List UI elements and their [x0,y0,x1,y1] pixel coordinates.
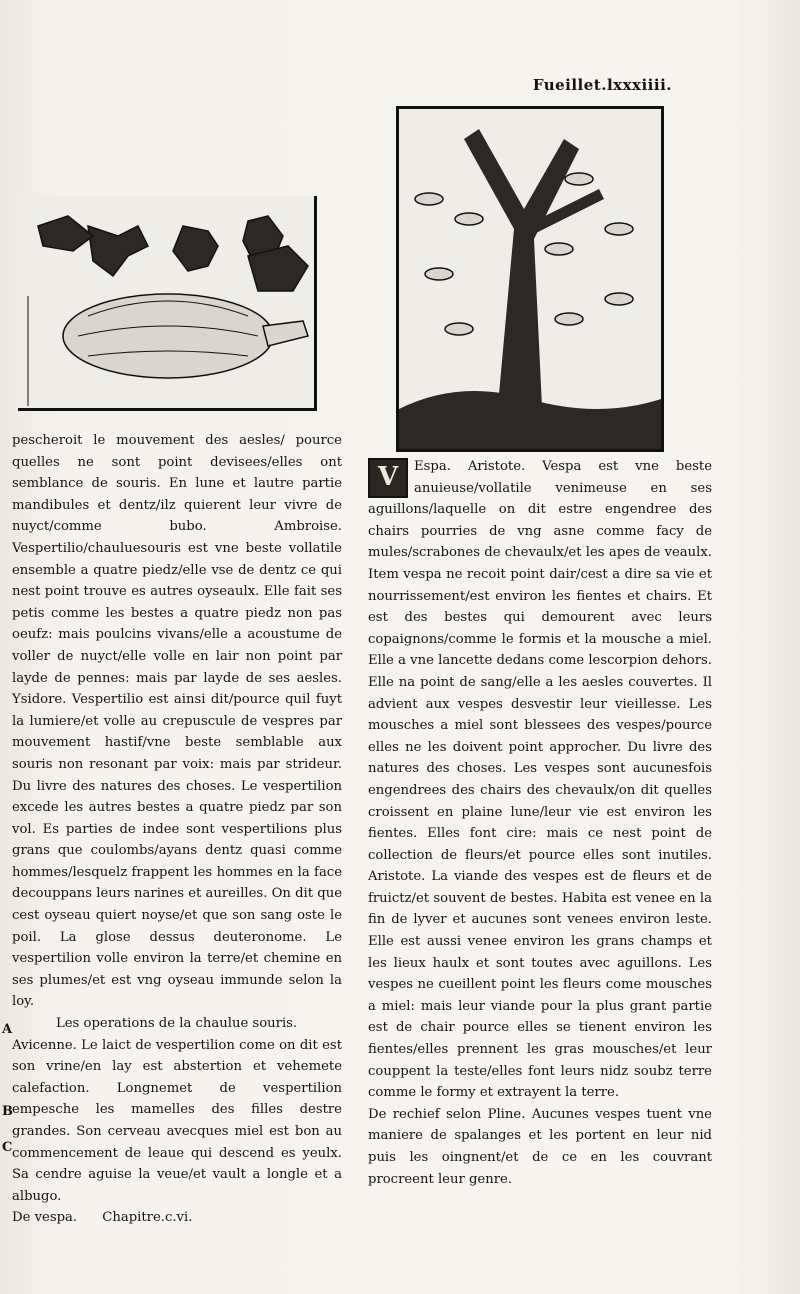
bats-woodcut-svg [18,196,314,408]
paragraph-avicenne: Avicenne. Le laict de vespertilion come on dit est son vrine/en lay est abstertion et vehemete calefaction. Longnemet de vespertilion empesche les mamelles des filles destre grandes. Son cerveau avecques miel est bon au commencement de leaue qui descend es yeulx. Sa cendre aguise la veue/et vault a longle et a albugo. [12,1037,342,1204]
wasps-woodcut-svg [399,109,661,449]
dropcap-letter: V [377,462,399,493]
margin-marker-b: B [2,1104,13,1119]
margin-marker-c: C [2,1140,13,1155]
folio-number: Fueillet.lxxxiiii. [532,76,672,94]
margin-marker-a: A [2,1022,13,1037]
woodcut-bats-illustration [18,196,317,411]
paragraph-pline: De rechief selon Pline. Aucunes vespes tuent vne maniere de spalanges et les portent en leur nid puis les oingnent/et de ce en les couvrant procreent leur genre. [368,1106,712,1187]
dropcap-initial [368,458,408,498]
paragraph-wasp-description: Espa. Aristote. Vespa est vne beste anuieuse/vollatile venimeuse en ses aguillons/laquelle on dit estre engendree des chairs pourries de vng asne comme facy de mules/scrabones de chevaulx/et les apes de veaulx. Item vespa ne recoit point dair/cest a dire sa vie et nourrissement/est environ les fientes et chairs. Et est des bestes qui demourent avec leurs copaignons/comme le formis et la mousche a miel. Elle a vne lancette dedans come lescorpion dehors. Elle na point de sang/elle a les aesles couvertes. Il advient aux vespes desvestir leur vieillesse. Les mousches a miel sont blessees des vespes/pource elles ne les doivent point approcher. Du livre des natures des choses. Les vespes sont aucunesfois engendrees des chairs des chevaulx/on dit quelles croissent en plaine lune/leur vie est environ les fientes. Elles font cire: mais ce nest point de collection de fleurs/et pource elles sont inutiles. Aristote. La viande des vespes est de fleurs et de fruictz/et souvent de bestes. Habita est venee en la fin de lyver et aucunes sont venees environ leste. Elle est aussi venee environ les grans champs et les lieux haulx et sont toutes avec aguillons. Les vespes ne cueillent point les fleurs come mousches a miel: mais leur viande pour la plus grant partie est de chair pource elles se tienent environ les fientes/elles prennent les gras mousches/et leur couppent la teste/elles font leurs nidz soubz terre comme le formy et extrayent la terre. [368,459,712,1101]
left-text-column [12,430,342,1229]
right-text-column [368,456,712,1190]
chapter-label: Chapitre.c.vi. [102,1210,193,1226]
paragraph-bat-description: pescheroit le mouvement des aesles/ pource quelles ne sont point devisees/elles ont semblance de souris. En lune et lautre partie mandibules et dentz/ilz quierent leur vivre de nuyct/comme bubo. Ambroise. Vespertilio/chauluesouris est vne beste vollatile ensemble a quatre piedz/elle vse de dentz ce qui nest point trouve es autres oyseaulx. Elle fait ses petis comme les bestes a quatre piedz non pas oeufz: mais poulcins vivans/elle a acoustume de voller de nuyct/elle volle en lair non point par layde de pennes: mais par layde de ses aesles. Ysidore. Vespertilio est ainsi dit/pource quil fuyt la lumiere/et volle au crepuscule de vespres par mouvement hastif/vne beste semblable aux souris non resonant par voix: mais par strideur. Du livre des natures des choses. Le vespertilion excede les autres bestes a quatre piedz par son vol. Es parties de indee sont vespertilions plus grans que coulombs/ayans dentz quasi comme hommes/lesquelz frappent les hommes en la face decouppans leurs narines et aureilles. On dit que cest oyseau quiert noyse/et que son sang oste le poil. La glose dessus deuteronome. Le vespertilion volle environ la terre/et chemine en ses plumes/et est vng oyseau immunde selon la loy. [12,433,342,1010]
chapter-heading: De vespa. [12,1210,78,1226]
woodcut-wasps-tree-illustration [396,106,664,452]
chapter-heading-row [12,1207,342,1229]
section-heading-bat-operations: Les operations de la chaulue souris. [56,1016,298,1032]
